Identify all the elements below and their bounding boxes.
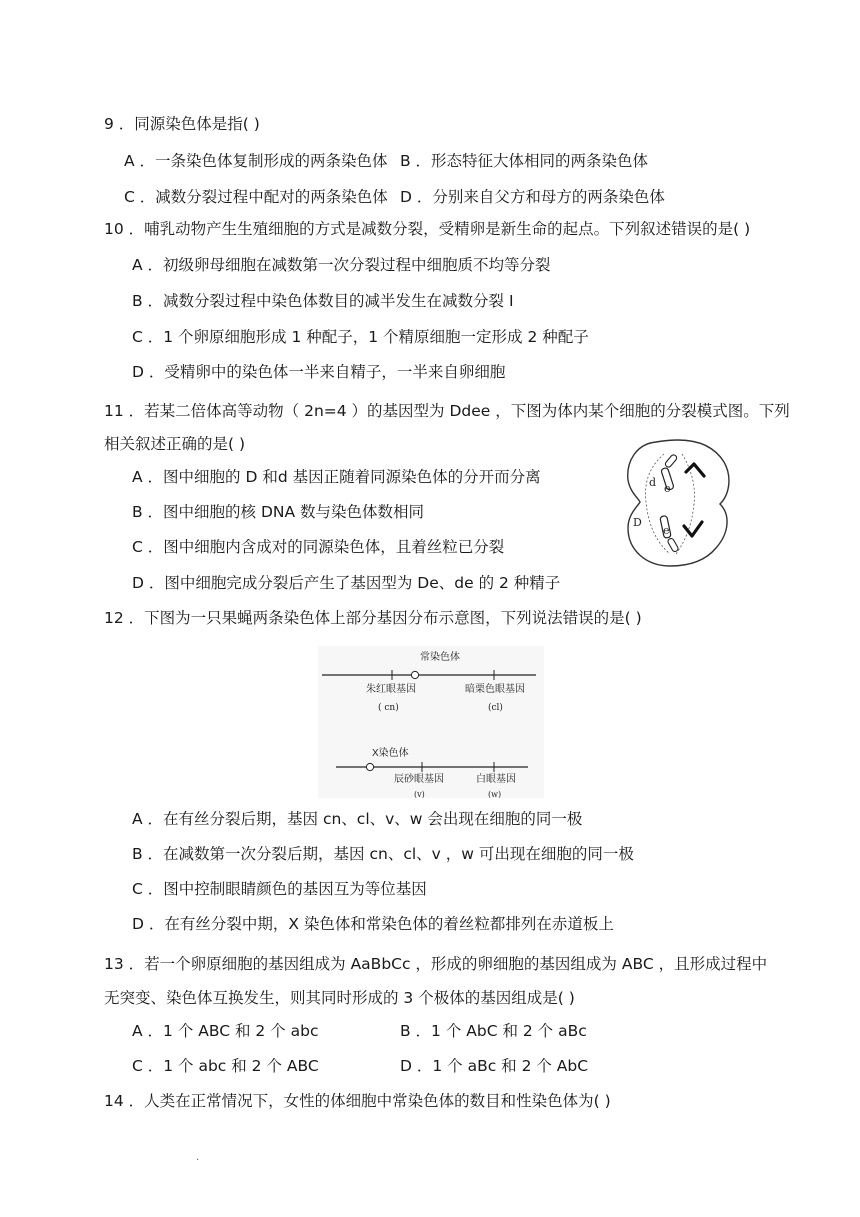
q11-option-d: D ．图中细胞完成分裂后产生了基因型为 De、de 的 2 种精子 <box>132 574 561 592</box>
q13-stem-line1: 13 ．若一个卵原细胞的基因组成为 AaBbCc ，形成的卵细胞的基因组成为 ABC ，且形成过程中 <box>104 955 768 973</box>
q10-option-b: B ．减数分裂过程中染色体数目的减半发生在减数分裂 Ⅰ <box>132 292 514 310</box>
q11-stem-line1: 11 ．若某二倍体高等动物（ 2n=4 ）的基因型为 Ddee ，下图为体内某个细胞的分裂模式图。下列 <box>104 402 790 420</box>
q9-option-c: C ．减数分裂过程中配对的两条染色体 <box>124 188 388 206</box>
q10-option-c: C ．1 个卵原细胞形成 1 种配子，1 个精原细胞一定形成 2 种配子 <box>132 328 589 346</box>
q10-option-a: A ．初级卵母细胞在减数第一次分裂过程中细胞质不均等分裂 <box>132 256 551 274</box>
q11-option-a: A ．图中细胞的 D 和d 基因正随着同源染色体的分开而分离 <box>132 468 541 486</box>
autosome-title: 常染色体 <box>420 652 460 663</box>
gene-cn-name: 朱红眼基因 <box>366 684 416 695</box>
q9-option-d: D ．分别来自父方和母方的两条染色体 <box>400 188 665 206</box>
gene-label-e-top: e <box>664 482 671 495</box>
q12-option-c: C ．图中控制眼睛颜色的基因互为等位基因 <box>132 880 427 898</box>
q12-option-b: B ．在减数第一次分裂后期，基因 cn、cl、v ，w 可出现在细胞的同一极 <box>132 845 634 863</box>
q10-stem: 10 ．哺乳动物产生生殖细胞的方式是减数分裂，受精卵是新生命的起点。下列叙述错误的是( ) <box>104 220 751 238</box>
q10-option-d: D ．受精卵中的染色体一半来自精子，一半来自卵细胞 <box>132 363 506 381</box>
gene-cl-symbol: (cl) <box>488 703 503 713</box>
cell-division-figure <box>618 432 736 574</box>
gene-label-e-bottom: e <box>663 524 670 537</box>
q13-option-a: A ．1 个 ABC 和 2 个 abc <box>132 1022 319 1040</box>
q9-option-a: A ．一条染色体复制形成的两条染色体 <box>124 152 388 170</box>
q13-option-b: B ．1 个 AbC 和 2 个 aBc <box>400 1022 587 1040</box>
q9-stem: 9 ．同源染色体是指( ) <box>104 115 260 133</box>
q12-stem: 12 ．下图为一只果蝇两条染色体上部分基因分布示意图，下列说法错误的是( ) <box>104 609 642 627</box>
q13-option-c: C ．1 个 abc 和 2 个 ABC <box>132 1057 319 1075</box>
q11-option-c: C ．图中细胞内含成对的同源染色体，且着丝粒已分裂 <box>132 538 505 556</box>
q13-option-d: D ．1 个 aBc 和 2 个 AbC <box>400 1057 589 1075</box>
gene-v-name: 辰砂眼基因 <box>394 774 444 785</box>
gene-cn-symbol: ( cn) <box>378 703 399 713</box>
q11-option-b: B ．图中细胞的核 DNA 数与染色体数相同 <box>132 503 425 521</box>
gene-w-name: 白眼基因 <box>476 774 516 785</box>
q12-option-d: D ．在有丝分裂中期，X 染色体和常染色体的着丝粒都排列在赤道板上 <box>132 915 614 933</box>
q11-stem-line2: 相关叙述正确的是( ) <box>104 435 246 453</box>
gene-label-d: d <box>649 476 657 489</box>
footer-dot: . <box>196 1152 200 1163</box>
x-chromosome-title: X染色体 <box>372 748 409 759</box>
q13-stem-line2: 无突变、染色体互换发生，则其同时形成的 3 个极体的基因组成是( ) <box>104 989 575 1007</box>
gene-label-D: D <box>633 516 642 529</box>
q14-stem: 14 ．人类在正常情况下，女性的体细胞中常染色体的数目和性染色体为( ) <box>104 1092 611 1110</box>
gene-v-symbol: (v) <box>414 790 425 798</box>
gene-w-symbol: (w) <box>488 790 502 798</box>
gene-cl-name: 暗栗色眼基因 <box>465 684 525 695</box>
chromosome-gene-map <box>318 646 544 798</box>
q9-option-b: B ．形态特征大体相同的两条染色体 <box>400 152 649 170</box>
q12-option-a: A ．在有丝分裂后期，基因 cn、cl、v、w 会出现在细胞的同一极 <box>132 810 583 828</box>
